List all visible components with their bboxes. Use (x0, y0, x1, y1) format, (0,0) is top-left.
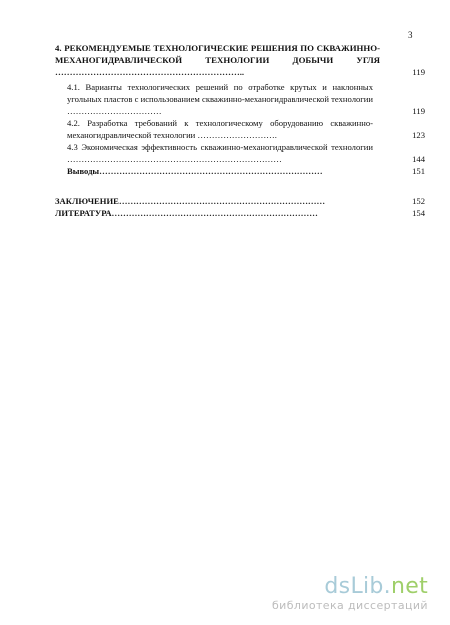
dslib-watermark (272, 575, 428, 613)
watermark-subtitle: библиотека диссертаций (271, 599, 428, 612)
toc-entry-4-1 (55, 81, 425, 117)
toc-entry-zakluchenie (55, 195, 425, 207)
toc-entry-page: 144 (412, 154, 425, 164)
watermark-logo-net: net (390, 574, 428, 599)
toc-entry-page: 152 (412, 196, 425, 206)
toc-entry-conclusions (55, 165, 425, 177)
toc-entry-page: 151 (412, 166, 425, 176)
toc-entry-page: 119 (412, 67, 425, 77)
toc-entry-chapter-4 (55, 42, 425, 78)
toc-entry-title: ЗАКЛЮЧЕНИЕ……………………………………………………………… (55, 196, 326, 206)
toc-entry-title: Выводы…………………………………………………………………… (67, 166, 323, 176)
toc-entry-page: 123 (412, 130, 425, 140)
watermark-logo (272, 575, 428, 599)
watermark-logo-main: dsLib. (324, 574, 391, 599)
toc-entry-title: 4.3 Экономическая эффективность скважинно-механогидравлической технологии ………………………………………………………………… (67, 142, 373, 164)
toc-entry-literatura (55, 207, 425, 219)
toc-entry-page: 154 (412, 208, 425, 218)
toc-entry-title: 4.1. Варианты технологических решений по отработке крутых и наклонных угольных пластов с использованием скважинно-механогидравлической технологии …………………………… (67, 82, 373, 116)
toc-entry-page: 119 (412, 106, 425, 116)
page-number: 3 (408, 30, 413, 40)
toc-entry-4-3 (55, 141, 425, 165)
table-of-contents (55, 42, 425, 219)
toc-entry-title: 4.2. Разработка требований к технологическому оборудованию скважинно-механогидравлической технологии ………………………. (67, 118, 373, 140)
toc-entry-4-2 (55, 117, 425, 141)
toc-entry-title: 4. РЕКОМЕНДУЕМЫЕ ТЕХНОЛОГИЧЕСКИЕ РЕШЕНИЯ ПО СКВАЖИННО-МЕХАНОГИДРАВЛИЧЕСКОЙ ТЕХНОЛОГИИ ДОБЫЧИ УГЛЯ ……………………………………………………….. (55, 43, 380, 77)
toc-entry-title: ЛИТЕРАТУРА……………………………………………………………… (55, 208, 318, 218)
